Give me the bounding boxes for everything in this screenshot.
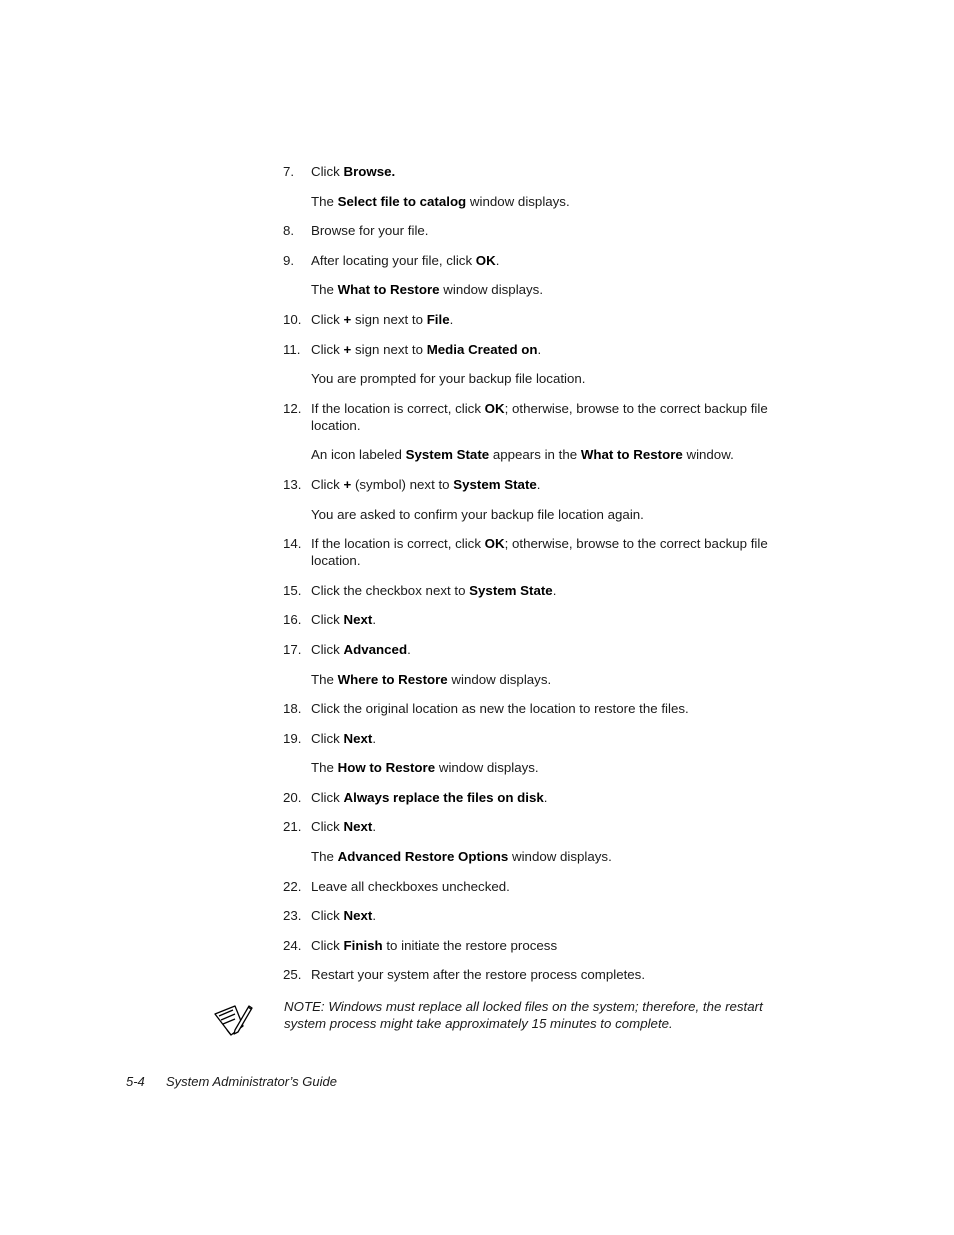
ui-term: What to Restore [337,282,440,298]
step-text: window displays. [466,193,570,209]
step-text: Click the checkbox next to [311,582,470,598]
step-number: 18. [283,701,302,717]
step-text: An icon labeled [311,447,406,463]
step-number: 9. [283,252,295,268]
step-number: 20. [283,789,302,805]
step-text: . [407,641,411,657]
step-text: sign next to [351,341,427,357]
ui-term: Next [343,819,373,835]
step-text: The [311,282,338,298]
step-item [283,252,803,269]
step-text: The [311,193,338,209]
step-item [283,163,803,180]
ui-term: How to Restore [337,760,436,776]
step-item [283,700,803,717]
step-text: (symbol) next to [351,476,454,492]
step-text: After locating your file, click [311,252,476,268]
ui-term: OK [475,252,496,268]
step-item [283,907,803,924]
step-note-paragraph [283,281,803,298]
step-number: 23. [283,908,302,924]
step-number: 17. [283,641,302,657]
step-text: window displays. [508,849,612,865]
note-pencil-icon [213,1000,253,1038]
step-number: 13. [283,476,302,492]
step-item [283,400,803,434]
step-text: Click [311,789,344,805]
step-text: to initiate the restore process [382,937,558,953]
step-item [283,535,803,569]
step-note-paragraph [283,759,803,776]
step-number: 22. [283,878,302,894]
ui-term: OK [484,536,505,552]
ui-term: Advanced Restore Options [337,849,509,865]
step-note-paragraph [283,671,803,688]
step-text: Browse for your file. [311,223,429,239]
step-text: ; otherwise, browse to the correct backup file location. [311,400,768,433]
step-text: Click [311,937,344,953]
step-text: . [372,908,377,924]
ui-term: OK [484,400,505,416]
step-text: ; otherwise, browse to the correct backup file location. [311,536,768,569]
step-text: Click [311,908,344,924]
step-number: 16. [283,612,302,628]
ui-term: File [426,311,450,327]
step-text: Click [311,311,344,327]
step-item [283,937,803,954]
ui-term: + [343,476,352,492]
ui-term: Advanced [343,641,408,657]
step-item [283,966,803,983]
step-number: 24. [283,937,302,953]
step-item [283,582,803,599]
step-text: The [311,849,338,865]
guide-title: System Administrator’s Guide [166,1074,337,1089]
ui-term: System State [453,476,537,492]
step-text: Restart your system after the restore process completes. [311,967,646,983]
ui-term: Always replace the files on disk [343,789,544,805]
step-text: You are asked to confirm your backup file location again. [311,506,644,522]
step-text: . [552,582,557,598]
step-item [283,611,803,628]
step-text: Click [311,819,344,835]
step-item [283,878,803,895]
step-text: The [311,671,338,687]
step-text: window. [682,447,734,463]
ui-term: Browse. [343,164,396,179]
ui-term: System State [469,582,553,598]
step-text: . [372,612,377,628]
ui-term: Select file to catalog [337,193,467,209]
ui-term: Finish [343,937,383,953]
step-number: 19. [283,730,302,746]
page-footer [126,1074,337,1089]
step-note-paragraph [283,446,803,463]
ui-term: Next [343,730,373,746]
step-text: Click [311,164,344,179]
step-note-paragraph [283,848,803,865]
step-text: . [372,819,377,835]
step-text: window displays. [447,671,552,687]
page-number: 5-4 [126,1074,145,1089]
step-text: appears in the [489,447,581,463]
ui-term: Next [343,908,373,924]
note-callout [213,998,813,1038]
step-number: 12. [283,400,302,416]
step-number: 10. [283,311,302,327]
step-text: . [449,311,454,327]
step-number: 7. [283,164,295,179]
step-text: . [537,341,542,357]
note-text: NOTE: Windows must replace all locked files on the system; therefore, the restart system process might take approximately 15 minutes to complete. [284,999,763,1031]
step-text: Click [311,341,344,357]
step-text: sign next to [351,311,427,327]
step-number: 11. [283,341,301,357]
step-note-paragraph [283,193,803,210]
step-item [283,641,803,658]
step-text: You are prompted for your backup file location. [311,371,586,387]
procedure-steps [283,163,803,996]
step-item [283,789,803,806]
ui-term: System State [405,447,490,463]
step-text: Click [311,730,344,746]
step-text: Click [311,641,344,657]
step-note-paragraph [283,370,803,387]
ui-term: Where to Restore [337,671,448,687]
step-item [283,341,803,358]
step-text: Click the original location as new the location to restore the files. [311,701,689,717]
ui-term: Media Created on [426,341,538,357]
step-text: The [311,760,338,776]
ui-term: Next [343,612,373,628]
ui-term: + [343,311,352,327]
step-text: window displays. [439,282,544,298]
step-text: window displays. [435,760,539,776]
step-item [283,730,803,747]
step-number: 8. [283,223,295,239]
step-text: If the location is correct, click [311,536,485,552]
step-text: . [536,476,541,492]
ui-term: What to Restore [580,447,683,463]
step-item [283,818,803,835]
step-text: Click [311,476,344,492]
ui-term: + [343,341,352,357]
step-text: Leave all checkboxes unchecked. [311,878,510,894]
step-text: If the location is correct, click [311,400,485,416]
step-note-paragraph [283,506,803,523]
step-text: . [543,789,548,805]
step-item [283,476,803,493]
step-text: . [372,730,377,746]
step-number: 14. [283,536,302,552]
step-text: . [495,252,500,268]
step-item [283,222,803,239]
step-text: Click [311,612,344,628]
step-item [283,311,803,328]
step-number: 15. [283,582,302,598]
step-number: 25. [283,967,302,983]
step-number: 21. [283,819,302,835]
